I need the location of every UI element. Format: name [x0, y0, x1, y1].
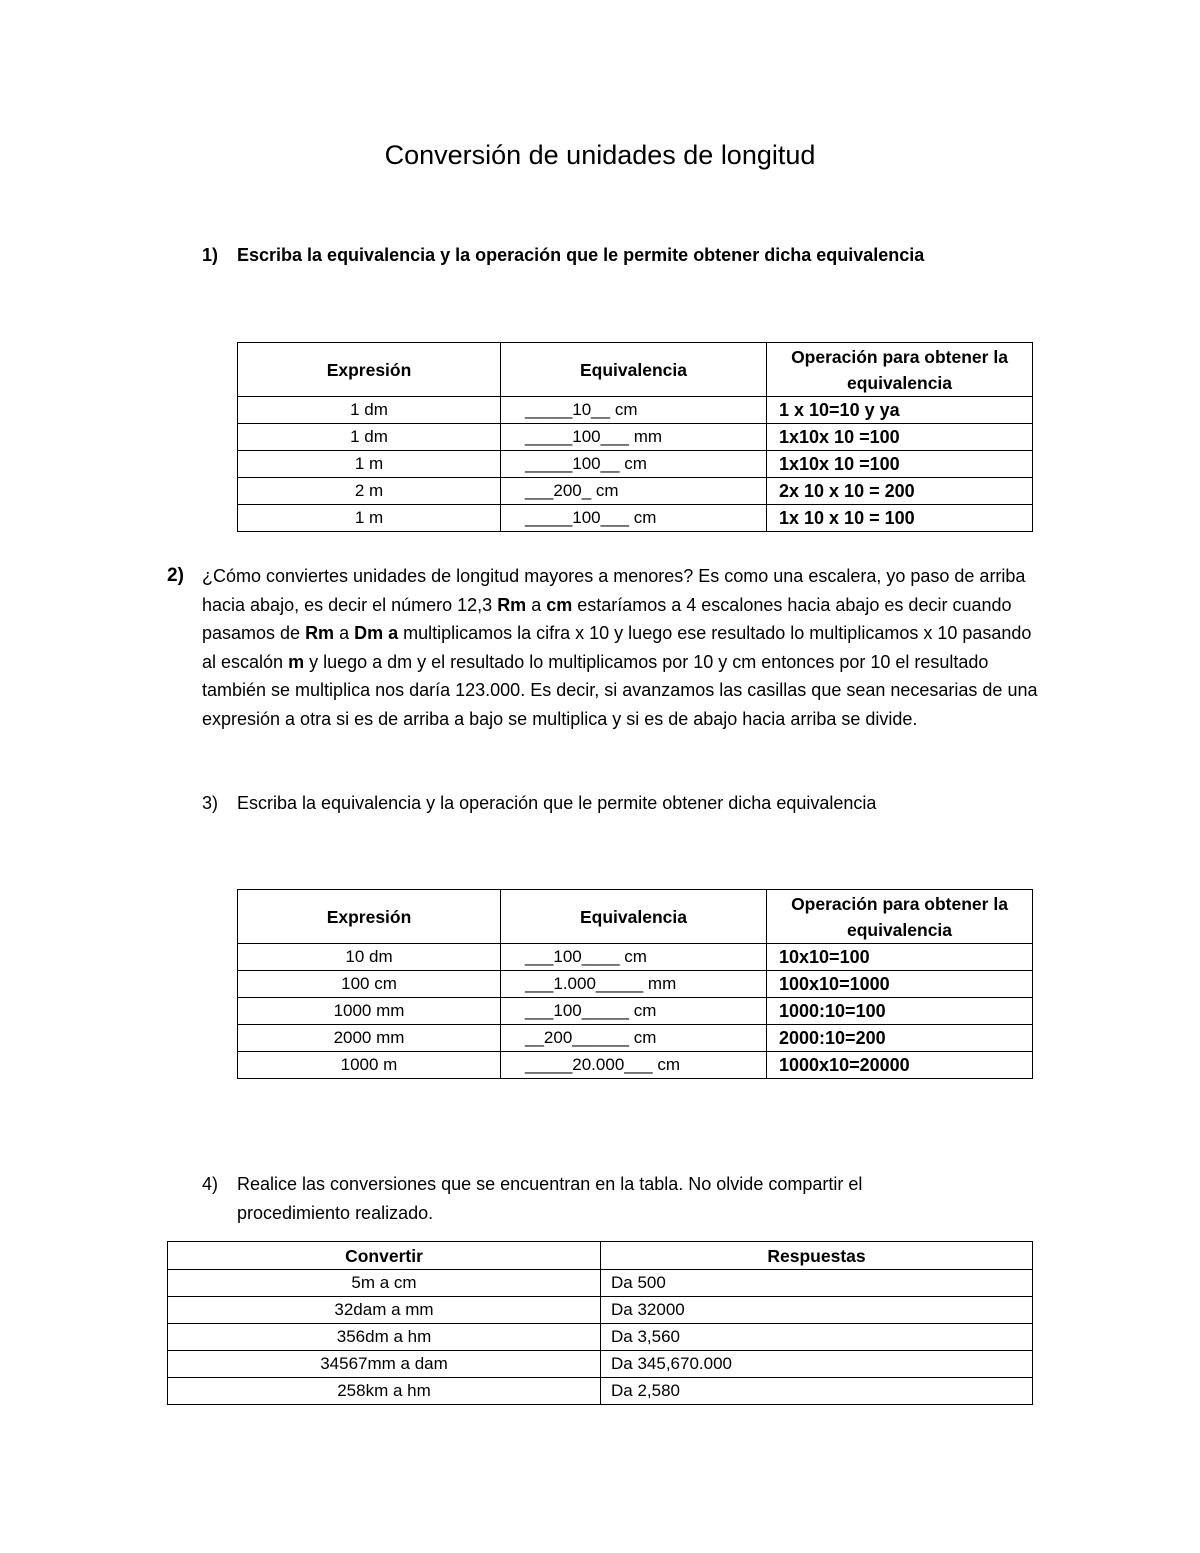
equivalence-table-1: [237, 342, 1033, 532]
equivalence-cell: _____10__ cm: [501, 397, 767, 424]
table-1-header-equivalence: Equivalencia: [501, 343, 767, 397]
table-row: [238, 451, 1033, 478]
question-3: [202, 789, 877, 818]
equivalence-cell: _____100__ cm: [501, 451, 767, 478]
operation-cell: 1000:10=100: [767, 998, 1033, 1025]
table-row: [168, 1270, 1033, 1297]
table-4-header-answers: Respuestas: [601, 1242, 1033, 1270]
table-row: [238, 505, 1033, 532]
convert-cell: 356dm a hm: [168, 1324, 601, 1351]
answer-bold: Rm: [497, 594, 527, 615]
answer-bold: Rm: [305, 623, 335, 644]
expression-cell: 100 cm: [238, 971, 501, 998]
table-row: [238, 424, 1033, 451]
conversion-table: [167, 1241, 1033, 1405]
convert-cell: 34567mm a dam: [168, 1351, 601, 1378]
expression-cell: 1000 mm: [238, 998, 501, 1025]
operation-cell: 1x10x 10 =100: [767, 424, 1033, 451]
operation-cell: 2x 10 x 10 = 200: [767, 478, 1033, 505]
equivalence-cell: _____20.000___ cm: [501, 1052, 767, 1079]
answer-text: multiplicamos la cifra x 10 y luego ese resultado lo multiplicamos x 10 pasando al escalón: [202, 623, 1032, 672]
operation-cell: 1x10x 10 =100: [767, 451, 1033, 478]
operation-cell: 100x10=1000: [767, 971, 1033, 998]
table-4-header-convert: Convertir: [168, 1242, 601, 1270]
convert-cell: 32dam a mm: [168, 1297, 601, 1324]
answer-bold: m: [288, 651, 305, 672]
page-title: Conversión de unidades de longitud: [384, 140, 816, 170]
answer-text: a: [334, 623, 355, 644]
answer-cell: Da 32000: [601, 1297, 1033, 1324]
question-1: [202, 241, 925, 270]
question-3-number: 3): [202, 793, 219, 813]
table-row: [238, 971, 1033, 998]
table-row: [238, 478, 1033, 505]
table-row: [238, 944, 1033, 971]
operation-cell: 1x 10 x 10 = 100: [767, 505, 1033, 532]
equivalence-cell: ___1.000_____ mm: [501, 971, 767, 998]
table-row: [168, 1378, 1033, 1405]
table-row: [238, 998, 1033, 1025]
expression-cell: 2 m: [238, 478, 501, 505]
operation-cell: 2000:10=200: [767, 1025, 1033, 1052]
table-1-header-expression: Expresión: [238, 343, 501, 397]
convert-cell: 258km a hm: [168, 1378, 601, 1405]
answer-bold: Dm a: [354, 623, 399, 644]
expression-cell: 1 m: [238, 451, 501, 478]
equivalence-cell: ___100____ cm: [501, 944, 767, 971]
question-4-text: Realice las conversiones que se encuentran en la tabla. No olvide compartir el procedimiento realizado.: [237, 1174, 863, 1223]
answer-cell: Da 3,560: [601, 1324, 1033, 1351]
answer-text: estaríamos a 4 escalones hacia abajo es decir cuando pasamos de: [202, 594, 1012, 644]
table-row: [238, 1052, 1033, 1079]
expression-cell: 1000 m: [238, 1052, 501, 1079]
question-2-answer: [202, 562, 1042, 734]
table-row: [168, 1324, 1033, 1351]
table-3-header-expression: Expresión: [238, 890, 501, 944]
equivalence-cell: ___200_ cm: [501, 478, 767, 505]
expression-cell: 1 dm: [238, 397, 501, 424]
equivalence-cell: ___100_____ cm: [501, 998, 767, 1025]
table-1-header-operation: Operación para obtener la equivalencia: [767, 343, 1033, 397]
table-3-header-operation: Operación para obtener la equivalencia: [767, 890, 1033, 944]
convert-cell: 5m a cm: [168, 1270, 601, 1297]
answer-text: ¿Cómo conviertes unidades de longitud mayores a menores? Es como una escalera, yo paso de arriba hacia abajo, es decir el número 12,3: [202, 566, 1026, 615]
operation-cell: 10x10=100: [767, 944, 1033, 971]
equivalence-cell: _____100___ cm: [501, 505, 767, 532]
question-4: [202, 1170, 863, 1223]
question-3-text: Escriba la equivalencia y la operación que le permite obtener dicha equivalencia: [237, 793, 877, 813]
table-row: [238, 1025, 1033, 1052]
operation-cell: 1000x10=20000: [767, 1052, 1033, 1079]
table-3-header-equivalence: Equivalencia: [501, 890, 767, 944]
expression-cell: 2000 mm: [238, 1025, 501, 1052]
answer-text: a: [526, 594, 547, 615]
equivalence-cell: _____100___ mm: [501, 424, 767, 451]
question-1-text: Escriba la equivalencia y la operación que le permite obtener dicha equivalencia: [237, 245, 925, 265]
expression-cell: 10 dm: [238, 944, 501, 971]
answer-cell: Da 345,670.000: [601, 1351, 1033, 1378]
equivalence-table-3: [237, 889, 1033, 1079]
equivalence-cell: __200______ cm: [501, 1025, 767, 1052]
answer-cell: Da 2,580: [601, 1378, 1033, 1405]
table-row: [168, 1297, 1033, 1324]
expression-cell: 1 dm: [238, 424, 501, 451]
answer-cell: Da 500: [601, 1270, 1033, 1297]
question-2-number: 2): [167, 565, 184, 586]
question-4-number: 4): [202, 1174, 219, 1194]
answer-bold: cm: [546, 594, 573, 615]
answer-text: y luego a dm y el resultado lo multiplicamos por 10 y cm entonces por 10 el resultado también se multiplica nos daría 123.000. Es decir, si avanzamos las casillas que sean necesarias de una expresión a otra si es de arriba a bajo se multiplica y si es de abajo hacia arriba se divide.: [202, 651, 1038, 729]
table-row: [168, 1351, 1033, 1378]
question-1-number: 1): [202, 245, 219, 265]
table-row: [238, 397, 1033, 424]
operation-cell: 1 x 10=10 y ya: [767, 397, 1033, 424]
expression-cell: 1 m: [238, 505, 501, 532]
